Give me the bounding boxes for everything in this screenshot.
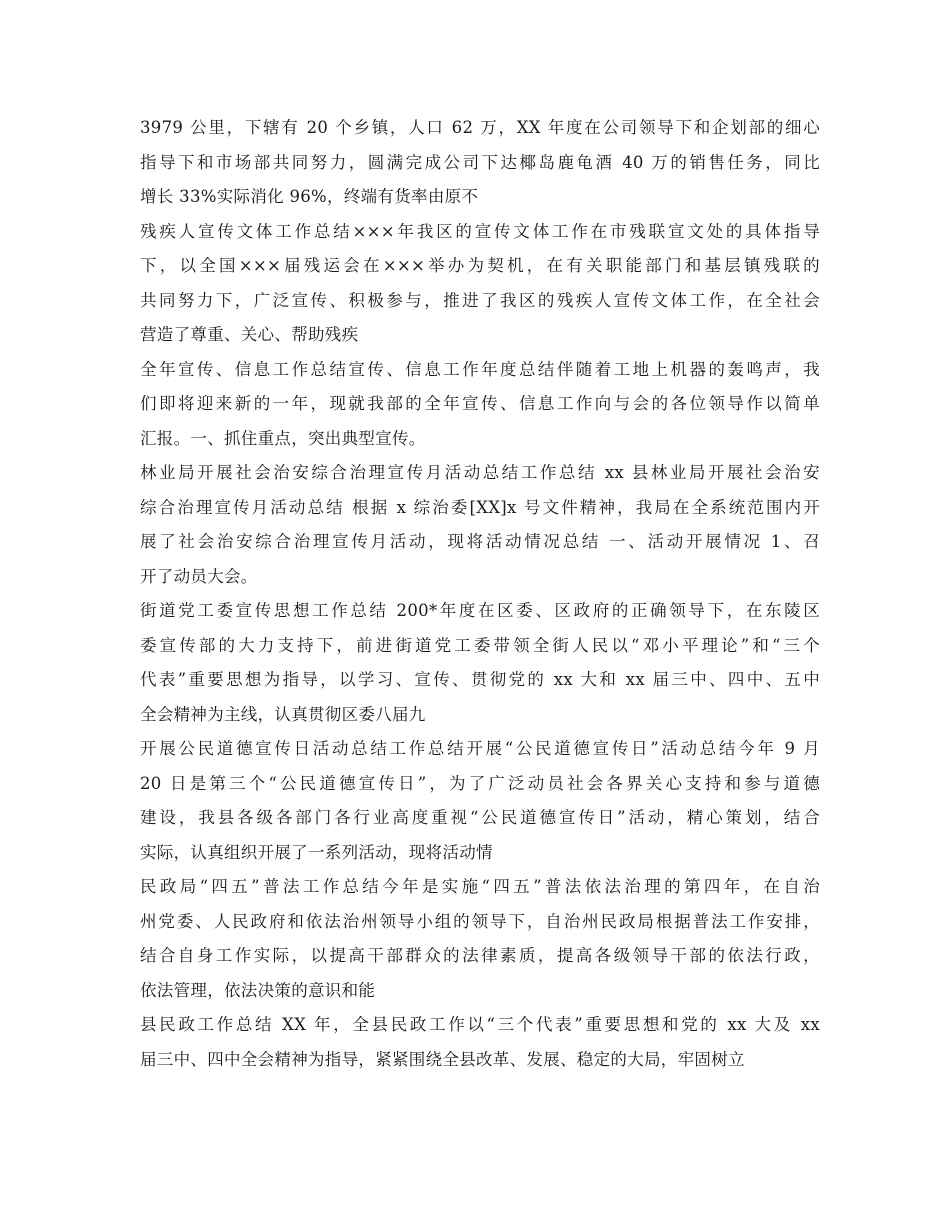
text-line: 街道党工委宣传思想工作总结 200*年度在区委、区政府的正确领导下，在东陵区 (140, 601, 820, 620)
text-line: 林业局开展社会治安综合治理宣传月活动总结工作总结 xx 县林业局开展社会治安 (140, 463, 820, 482)
paragraph (140, 215, 820, 353)
text-line: 民政局“四五”普法工作总结今年是实施“四五”普法依法治理的第四年，在自治 (140, 877, 820, 896)
text-line: 们即将迎来新的一年，现就我部的全年宣传、信息工作向与会的各位领导作以简单 (140, 394, 820, 413)
text-line: 展了社会治安综合治理宣传月活动，现将活动情况总结 一、活动开展情况 1、召 (140, 532, 820, 551)
text-line: 营造了尊重、关心、帮助残疾 (140, 325, 359, 344)
text-line: 代表”重要思想为指导，以学习、宣传、贯彻党的 xx 大和 xx 届三中、四中、五中 (140, 670, 820, 689)
text-line: 开了动员大会。 (140, 566, 258, 586)
text-line: 建设，我县各级各部门各行业高度重视“公民道德宣传日”活动，精心策划，结合 (140, 808, 820, 827)
paragraph (140, 1008, 820, 1077)
paragraph (140, 594, 820, 732)
text-line: 20 日是第三个“公民道德宣传日”，为了广泛动员社会各界关心支持和参与道德 (140, 773, 820, 793)
text-line: 开展公民道德宣传日活动总结工作总结开展“公民道德宣传日”活动总结今年 9 月 (140, 739, 820, 758)
text-line: 州党委、人民政府和依法治州领导小组的领导下，自治州民政局根据普法工作安排， (140, 911, 820, 931)
text-line: 下，以全国×××届残运会在×××举办为契机，在有关职能部门和基层镇残联的 (140, 256, 820, 275)
text-line: 届三中、四中全会精神为指导，紧紧围绕全县改革、发展、稳定的大局，牢固树立 (140, 1049, 745, 1069)
text-line: 县民政工作总结 XX 年，全县民政工作以“三个代表”重要思想和党的 xx 大及 xx (140, 1015, 820, 1034)
text-line: 综合治理宣传月活动总结 根据 x 综治委[XX]x 号文件精神，我局在全系统范围内开 (140, 497, 820, 517)
text-line: 依法管理，依法决策的意识和能 (140, 980, 376, 1000)
paragraph (140, 732, 820, 870)
text-line: 结合自身工作实际，以提高干部群众的法律素质，提高各级领导干部的依法行政， (140, 946, 820, 965)
paragraph (140, 111, 820, 215)
text-line: 增长 33%实际消化 96%，终端有货率由原不 (140, 187, 479, 206)
paragraph (140, 870, 820, 1008)
text-line: 共同努力下，广泛宣传、积极参与，推进了我区的残疾人宣传文体工作，在全社会 (140, 290, 820, 310)
text-line: 汇报。一、抓住重点，突出典型宣传。 (140, 428, 426, 448)
text-line: 委宣传部的大力支持下，前进街道党工委带领全街人民以“邓小平理论”和“三个 (140, 635, 820, 655)
text-line: 3979 公里，下辖有 20 个乡镇，人口 62 万，XX 年度在公司领导下和企划部的细心 (140, 118, 820, 137)
text-line: 残疾人宣传文体工作总结×××年我区的宣传文体工作在市残联宣文处的具体指导 (140, 221, 820, 241)
text-line: 指导下和市场部共同努力，圆满完成公司下达椰岛鹿龟酒 40 万的销售任务，同比 (140, 152, 820, 172)
paragraph (140, 456, 820, 594)
text-line: 实际，认真组织开展了一系列活动，现将活动情 (140, 842, 493, 862)
document-body (140, 111, 820, 1077)
paragraph (140, 353, 820, 457)
text-line: 全会精神为主线，认真贯彻区委八届九 (140, 704, 426, 724)
text-line: 全年宣传、信息工作总结宣传、信息工作年度总结伴随着工地上机器的轰鸣声，我 (140, 359, 820, 379)
